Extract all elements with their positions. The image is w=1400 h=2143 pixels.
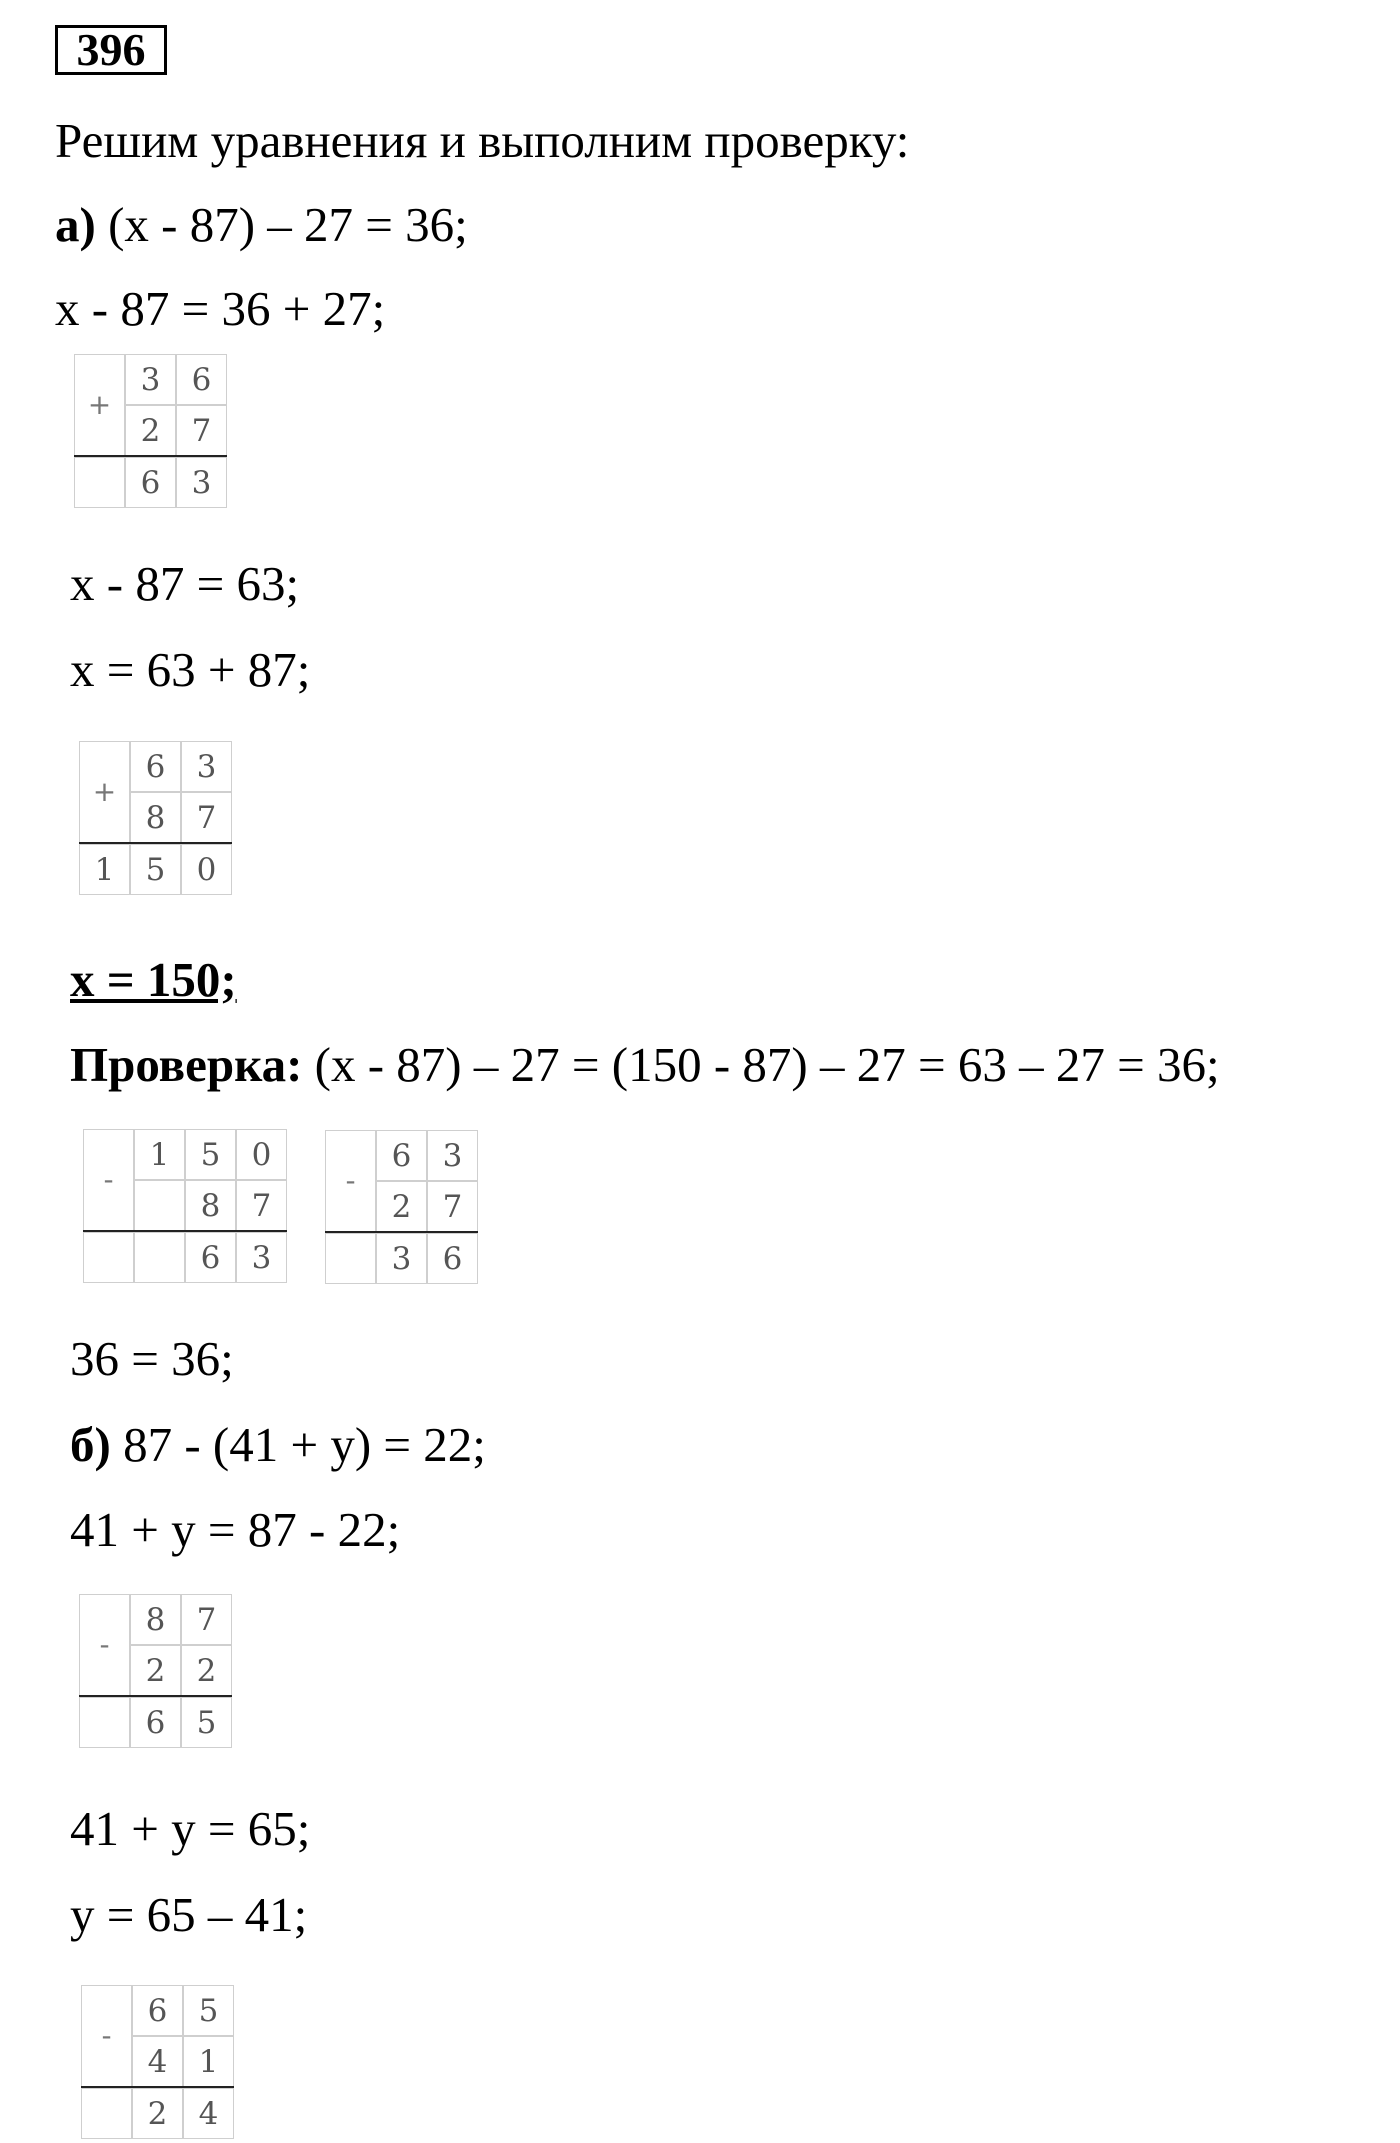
calc-empty-cell: [74, 457, 125, 508]
calc-digit: 2: [181, 1645, 232, 1696]
problem-number: 396: [55, 25, 167, 75]
part-a-check-result: 36 = 36;: [70, 1331, 234, 1386]
calc-digit: 2: [376, 1181, 427, 1232]
calc-digit: 6: [185, 1232, 236, 1283]
calc-operator: +: [74, 354, 125, 456]
calc-digit: 1: [134, 1129, 185, 1180]
calc-digit: 6: [130, 741, 181, 792]
calc-digit: 8: [130, 792, 181, 843]
calc-digit: 8: [185, 1180, 236, 1231]
part-b-step1: 41 + y = 87 - 22;: [70, 1502, 401, 1557]
calc-empty-cell: [81, 2088, 132, 2139]
calc-operator: -: [79, 1594, 130, 1696]
check-label: Проверка:: [70, 1037, 303, 1092]
part-b-equation: [70, 1417, 486, 1472]
calc-digit: 1: [79, 844, 130, 895]
part-b-equation-text: 87 - (41 + y) = 22;: [123, 1417, 486, 1472]
calc-digit: 5: [130, 844, 181, 895]
calc-digit: 3: [376, 1233, 427, 1284]
check-text: (x - 87) – 27 = (150 - 87) – 27 = 63 – 27 = 36;: [314, 1037, 1220, 1092]
calc-operator: -: [81, 1985, 132, 2087]
calc-digit: 6: [176, 354, 227, 405]
calc-digit: 1: [183, 2036, 234, 2087]
part-a-equation: [55, 197, 468, 252]
calc-digit: 8: [130, 1594, 181, 1645]
calc-empty-cell: [134, 1232, 185, 1283]
part-b-step3: y = 65 – 41;: [70, 1887, 308, 1942]
calc-digit: 3: [427, 1130, 478, 1181]
calc-operator: -: [83, 1129, 134, 1231]
part-a-equation-text: (x - 87) – 27 = 36;: [108, 197, 468, 252]
calc-digit: 7: [176, 405, 227, 456]
calc-digit: 6: [130, 1697, 181, 1748]
part-a-step2: x - 87 = 63;: [70, 556, 300, 611]
intro-text: Решим уравнения и выполним проверку:: [55, 113, 910, 168]
part-a-answer: x = 150;: [70, 952, 237, 1007]
calc-digit: 3: [125, 354, 176, 405]
calc-digit: 2: [125, 405, 176, 456]
calc-digit: 3: [181, 741, 232, 792]
calc-digit: 6: [132, 1985, 183, 2036]
part-a-label: а): [55, 197, 96, 252]
calc-digit: 3: [176, 457, 227, 508]
calc-digit: 5: [185, 1129, 236, 1180]
part-b-label: б): [70, 1417, 111, 1472]
calc-digit: 7: [427, 1181, 478, 1232]
part-a-step3: x = 63 + 87;: [70, 642, 311, 697]
calc-digit: 6: [125, 457, 176, 508]
calc-digit: 7: [181, 792, 232, 843]
calc-digit: 2: [132, 2088, 183, 2139]
calc-digit: 3: [236, 1232, 287, 1283]
calc-digit: 0: [181, 844, 232, 895]
calc-digit: 6: [427, 1233, 478, 1284]
calc-digit: 6: [376, 1130, 427, 1181]
calc-empty-cell: [79, 1697, 130, 1748]
calc-operator: +: [79, 741, 130, 843]
calc-digit: 0: [236, 1129, 287, 1180]
part-a-step1: x - 87 = 36 + 27;: [55, 281, 386, 336]
calc-empty-cell: [83, 1232, 134, 1283]
part-a-check: [70, 1037, 1220, 1092]
calc-digit: 4: [132, 2036, 183, 2087]
calc-digit: 4: [183, 2088, 234, 2139]
calc-empty-cell: [134, 1180, 185, 1231]
calc-digit: 7: [236, 1180, 287, 1231]
calc-digit: 5: [183, 1985, 234, 2036]
part-b-step2: 41 + y = 65;: [70, 1801, 311, 1856]
calc-digit: 2: [130, 1645, 181, 1696]
calc-operator: -: [325, 1130, 376, 1232]
calc-digit: 7: [181, 1594, 232, 1645]
calc-digit: 5: [181, 1697, 232, 1748]
calc-empty-cell: [325, 1233, 376, 1284]
